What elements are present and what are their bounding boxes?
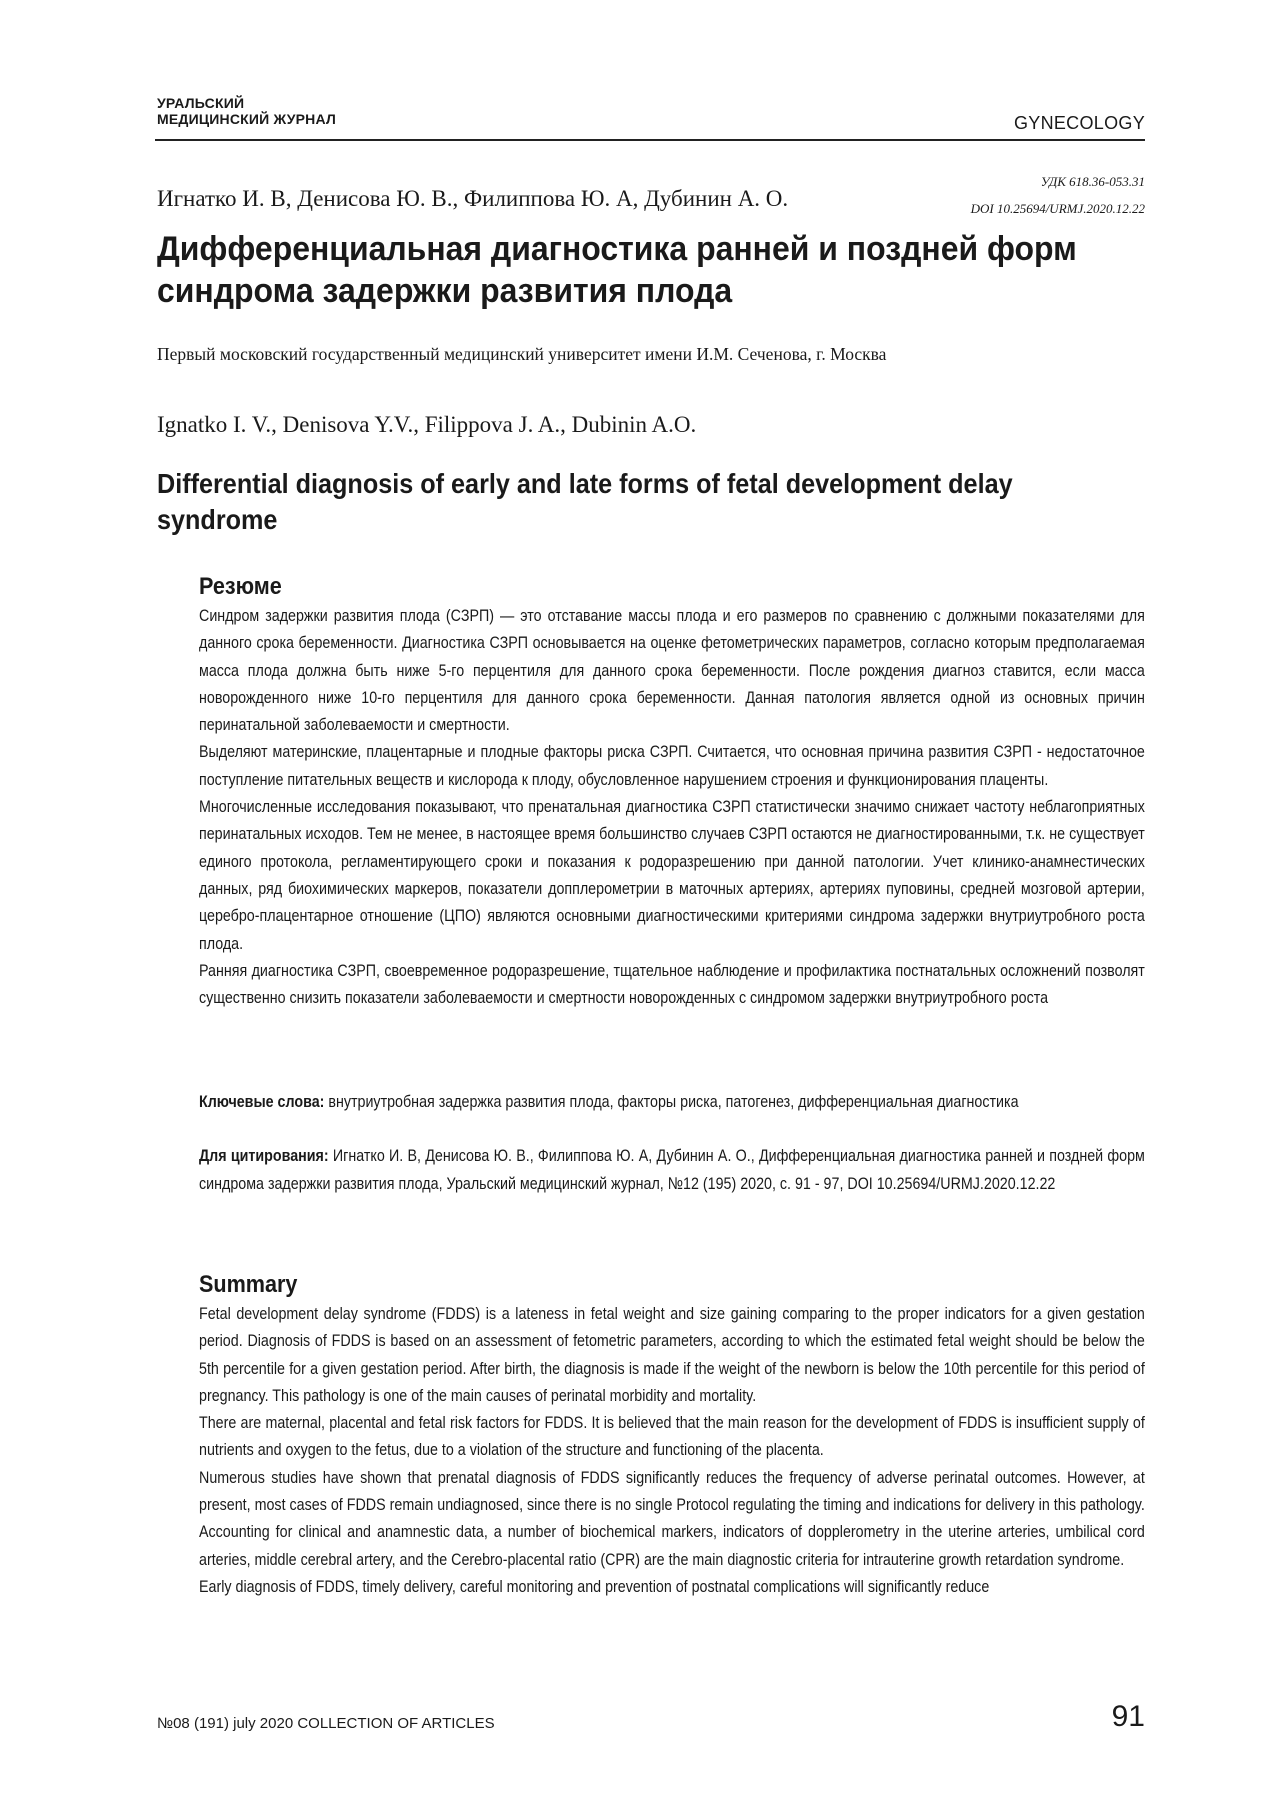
footer-issue: №08 (191) july 2020 COLLECTION OF ARTICLES xyxy=(157,1715,495,1732)
abstract-english xyxy=(199,1270,1145,1600)
abstract-heading-russian: Резюме xyxy=(199,573,282,600)
summary-paragraph: There are maternal, placental and fetal risk factors for FDDS. It is believed that the main reason for the development of FDDS is insufficient supply of nutrients and oxygen to the fetus, due to a violation of the structure and functioning of the placenta. xyxy=(199,1413,1145,1460)
abstract-heading-english: Summary xyxy=(199,1271,298,1298)
classification-info xyxy=(971,168,1145,222)
article-title-russian: Дифференциальная диагностика ранней и поздней форм синдрома задержки развития плода xyxy=(157,230,1077,310)
summary-paragraph: Fetal development delay syndrome (FDDS) is a lateness in fetal weight and size gaining comparing to the proper indicators for a given gestation period. Diagnosis of FDDS is based on an assessment of fetometric parameters, according to which the estimated fetal weight should be below the 5th percentile for a given gestation period. After birth, the diagnosis is made if the weight of the newborn is below the 10th percentile for this period of pregnancy. This pathology is one of the main causes of perinatal morbidity and mortality. xyxy=(199,1304,1145,1405)
running-header xyxy=(155,95,1145,141)
keywords-label: Ключевые слова: xyxy=(199,1092,325,1111)
keywords-text: внутриутробная задержка развития плода, факторы риска, патогенез, дифференциальная диагностика xyxy=(324,1092,1019,1111)
summary-paragraph: Numerous studies have shown that prenatal diagnosis of FDDS significantly reduces the frequency of adverse perinatal outcomes. However, at present, most cases of FDDS remain undiagnosed, since there is no single Protocol regulating the timing and indications for delivery in this pathology. Accounting for clinical and anamnestic data, a number of biochemical markers, indicators of dopplerometry in the uterine arteries, umbilical cord arteries, middle cerebral artery, and the Cerebro-placental ratio (CPR) are the main diagnostic criteria for intrauterine growth retardation syndrome. xyxy=(199,1467,1145,1569)
affiliation: Первый московский государственный медицинский университет имени И.М. Сеченова, г. Москва xyxy=(157,344,887,364)
journal-name-line1: УРАЛЬСКИЙ xyxy=(157,95,245,111)
abstract-russian xyxy=(199,572,1145,1011)
abstract-paragraph: Синдром задержки развития плода (СЗРП) — это отставание массы плода и его размеров по сравнению с должными показателями для данного срока беременности. Диагностика СЗРП основывается на оценке фетометрических параметров, согласно которым предполагаемая масса плода должна быть ниже 5-го перцентиля для данного срока беременности. После рождения диагноз ставится, если масса новорожденного ниже 10-го перцентиля для данного срока беременности. Данная патология является одной из основных причин перинатальной заболеваемости и смертности. xyxy=(199,606,1145,735)
authors-russian: Игнатко И. В, Денисова Ю. В., Филиппова Ю. А, Дубинин А. О. xyxy=(157,186,789,211)
citation xyxy=(199,1142,1145,1198)
keywords xyxy=(199,1088,1145,1115)
citation-text: Игнатко И. В, Денисова Ю. В., Филиппова Ю. А, Дубинин А. О., Дифференциальная диагностика ранней и поздней форм синдрома задержки развития плода, Уральский медицинский журнал, №12 (195) 2020, с. 91 - 97, DOI 10.25694/URMJ.2020.12.22 xyxy=(199,1146,1145,1193)
authors-english: Ignatko I. V., Denisova Y.V., Filippova J. A., Dubinin A.O. xyxy=(157,412,697,437)
abstract-paragraph: Выделяют материнские, плацентарные и плодные факторы риска СЗРП. Считается, что основная причина развития СЗРП - недостаточное поступление питательных веществ и кислорода к плоду, обусловленное нарушением строения и функционирования плаценты. xyxy=(199,742,1145,789)
journal-name xyxy=(157,95,336,127)
journal-name-line2: МЕДИЦИНСКИЙ ЖУРНАЛ xyxy=(157,111,336,127)
article-title-english: Differential diagnosis of early and late forms of fetal development delay syndrome xyxy=(157,468,1013,535)
page-number: 91 xyxy=(1111,1700,1145,1733)
doi-code: DOI 10.25694/URMJ.2020.12.22 xyxy=(970,201,1145,216)
summary-paragraph: Early diagnosis of FDDS, timely delivery, careful monitoring and prevention of postnatal complications will significantly reduce xyxy=(199,1576,990,1596)
udk-code: УДК 618.36-053.31 xyxy=(1040,174,1145,189)
abstract-paragraph: Многочисленные исследования показывают, что пренатальная диагностика СЗРП статистически значимо снижает частоту неблагоприятных перинатальных исходов. Тем не менее, в настоящее время большинство случаев СЗРП остаются не диагностированными, т.к. не существует единого протокола, регламентирующего сроки и показания к родоразрешению при данной патологии. Учет клинико-анамнестических данных, ряд биохимических маркеров, показатели допплерометрии в маточных артериях, артериях пуповины, средней мозговой артерии, церебро-плацентарное отношение (ЦПО) являются основными диагностическими критериями синдрома задержки внутриутробного роста плода. xyxy=(199,797,1145,953)
section-label: GYNECOLOGY xyxy=(1013,113,1145,133)
citation-label: Для цитирования: xyxy=(199,1146,329,1165)
abstract-paragraph: Ранняя диагностика СЗРП, своевременное родоразрешение, тщательное наблюдение и профилактика постнатальных осложнений позволят существенно снизить показатели заболеваемости и смертности новорожденных с синдромом задержки внутриутробного роста xyxy=(199,960,1145,1008)
